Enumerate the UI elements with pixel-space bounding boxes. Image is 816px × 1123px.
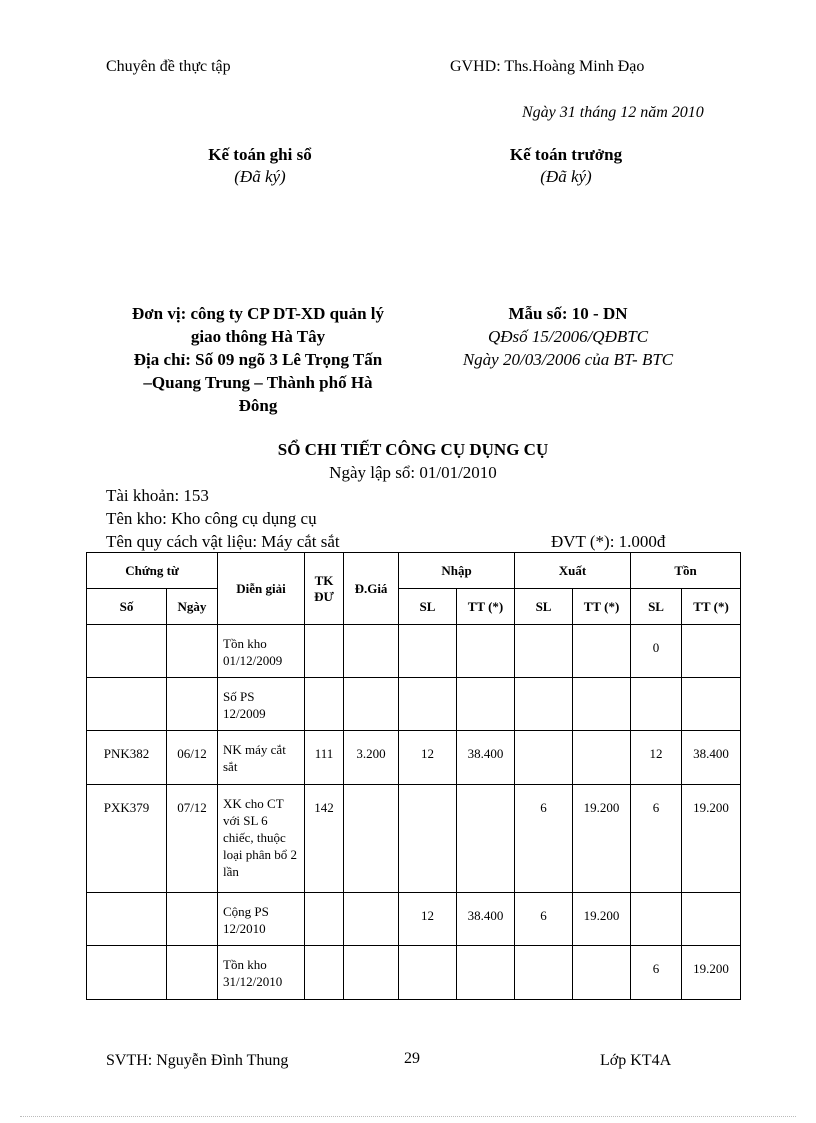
- col-voucher: Chứng từ: [87, 553, 218, 589]
- ledger-subtitle: Ngày lập sổ: 01/01/2010: [329, 463, 497, 482]
- signature-left-note: (Đã ký): [234, 167, 286, 186]
- table-row: [87, 678, 741, 731]
- col-price: Đ.Giá: [344, 553, 399, 625]
- table-row: [87, 946, 741, 1000]
- unit-line-1: Đơn vị: công ty CP DT-XD quản lý: [131, 304, 385, 323]
- cell-in-tt: [457, 678, 515, 731]
- warehouse-line: Tên kho: Kho công cụ dụng cụ: [106, 509, 317, 528]
- col-stock: Tồn: [631, 553, 741, 589]
- cell-out-sl: 6: [515, 785, 573, 893]
- cell-st-sl: 6: [631, 785, 682, 893]
- cell-st-sl: [631, 678, 682, 731]
- unit-of-measure: ĐVT (*): 1.000đ: [551, 532, 666, 551]
- cell-out-sl: [515, 678, 573, 731]
- unit-line-4: –Quang Trung – Thành phố Hà: [143, 373, 373, 392]
- cell-st-tt: 19.200: [682, 946, 741, 1000]
- cell-price: [344, 625, 399, 678]
- cell-st-sl: 0: [631, 625, 682, 678]
- cell-desc: NK máy cắt sắt: [218, 731, 305, 785]
- page-divider: [20, 1116, 796, 1117]
- signature-right: [476, 144, 656, 188]
- cell-out-tt: [573, 678, 631, 731]
- cell-st-tt: [682, 893, 741, 946]
- cell-out-sl: [515, 625, 573, 678]
- cell-out-tt: 19.200: [573, 785, 631, 893]
- cell-tk: [305, 678, 344, 731]
- cell-date: [167, 625, 218, 678]
- col-no: Số: [87, 589, 167, 625]
- footer-left: SVTH: Nguyễn Đình Thung: [106, 1052, 289, 1069]
- unit-info: [100, 302, 416, 417]
- cell-price: [344, 785, 399, 893]
- material-line: Tên quy cách vật liệu: Máy cắt sắt: [106, 532, 340, 551]
- cell-in-sl: [399, 946, 457, 1000]
- col-in: Nhập: [399, 553, 515, 589]
- cell-date: [167, 678, 218, 731]
- cell-no: [87, 678, 167, 731]
- unit-line-2: giao thông Hà Tây: [190, 327, 326, 346]
- form-decision: QĐsố 15/2006/QĐBTC: [487, 327, 649, 346]
- signature-left: [170, 144, 350, 188]
- cell-tk: [305, 946, 344, 1000]
- cell-out-tt: [573, 731, 631, 785]
- cell-st-sl: 6: [631, 946, 682, 1000]
- cell-desc: Số PS 12/2009: [218, 678, 305, 731]
- col-out-sl: SL: [515, 589, 573, 625]
- col-stock-sl: SL: [631, 589, 682, 625]
- ledger-title: SỔ CHI TIẾT CÔNG CỤ DỤNG CỤ: [277, 440, 549, 459]
- cell-price: [344, 946, 399, 1000]
- table-row: [87, 731, 741, 785]
- header-left: Chuyên đề thực tập: [106, 58, 231, 75]
- cell-in-sl: 12: [399, 893, 457, 946]
- cell-no: [87, 946, 167, 1000]
- cell-st-sl: [631, 893, 682, 946]
- cell-desc: XK cho CT với SL 6 chiếc, thuộc loại phân bổ 2 lần: [218, 785, 305, 893]
- cell-in-tt: 38.400: [457, 893, 515, 946]
- cell-in-sl: 12: [399, 731, 457, 785]
- signature-left-title: Kế toán ghi sổ: [208, 145, 312, 164]
- page-number: 29: [404, 1050, 420, 1067]
- header-right: GVHD: Ths.Hoàng Minh Đạo: [450, 58, 645, 75]
- col-in-tt: TT (*): [457, 589, 515, 625]
- cell-desc: Tồn kho 01/12/2009: [218, 625, 305, 678]
- signature-right-title: Kế toán trưởng: [509, 145, 623, 164]
- cell-tk: 142: [305, 785, 344, 893]
- cell-st-tt: [682, 625, 741, 678]
- table-row: [87, 893, 741, 946]
- table-row: [87, 625, 741, 678]
- col-stock-tt: TT (*): [682, 589, 741, 625]
- col-tk: TK ĐƯ: [305, 553, 344, 625]
- col-desc: Diễn giải: [218, 553, 305, 625]
- ledger-table: [86, 552, 741, 1000]
- cell-in-sl: [399, 625, 457, 678]
- cell-no: PXK379: [87, 785, 167, 893]
- cell-out-tt: [573, 625, 631, 678]
- cell-tk: 111: [305, 731, 344, 785]
- cell-in-tt: [457, 946, 515, 1000]
- cell-desc: Tồn kho 31/12/2010: [218, 946, 305, 1000]
- header-row-2: [87, 589, 741, 625]
- col-out: Xuất: [515, 553, 631, 589]
- cell-out-sl: [515, 731, 573, 785]
- date-line: Ngày 31 tháng 12 năm 2010: [522, 104, 704, 121]
- cell-date: 06/12: [167, 731, 218, 785]
- cell-price: [344, 678, 399, 731]
- cell-in-sl: [399, 785, 457, 893]
- signature-right-note: (Đã ký): [540, 167, 592, 186]
- unit-line-5: Đông: [238, 396, 278, 415]
- cell-in-sl: [399, 678, 457, 731]
- cell-no: PNK382: [87, 731, 167, 785]
- form-date: Ngày 20/03/2006 của BT- BTC: [462, 350, 674, 369]
- cell-out-tt: 19.200: [573, 893, 631, 946]
- header-row-1: [87, 553, 741, 589]
- cell-st-sl: 12: [631, 731, 682, 785]
- footer-right: Lớp KT4A: [600, 1052, 672, 1069]
- cell-price: 3.200: [344, 731, 399, 785]
- form-code: Mẫu số: 10 - DN: [508, 304, 628, 323]
- cell-tk: [305, 625, 344, 678]
- cell-desc: Cộng PS 12/2010: [218, 893, 305, 946]
- unit-line-3: Địa chỉ: Số 09 ngõ 3 Lê Trọng Tấn: [133, 350, 383, 369]
- cell-in-tt: [457, 625, 515, 678]
- cell-date: [167, 946, 218, 1000]
- cell-in-tt: 38.400: [457, 731, 515, 785]
- form-info: [440, 302, 696, 371]
- cell-st-tt: 38.400: [682, 731, 741, 785]
- cell-date: 07/12: [167, 785, 218, 893]
- col-in-sl: SL: [399, 589, 457, 625]
- cell-tk: [305, 893, 344, 946]
- table-row: [87, 785, 741, 893]
- cell-date: [167, 893, 218, 946]
- col-date: Ngày: [167, 589, 218, 625]
- cell-in-tt: [457, 785, 515, 893]
- col-out-tt: TT (*): [573, 589, 631, 625]
- cell-price: [344, 893, 399, 946]
- cell-no: [87, 625, 167, 678]
- cell-no: [87, 893, 167, 946]
- cell-out-sl: 6: [515, 893, 573, 946]
- cell-out-sl: [515, 946, 573, 1000]
- cell-st-tt: 19.200: [682, 785, 741, 893]
- cell-st-tt: [682, 678, 741, 731]
- cell-out-tt: [573, 946, 631, 1000]
- account-line: Tài khoản: 153: [106, 486, 209, 505]
